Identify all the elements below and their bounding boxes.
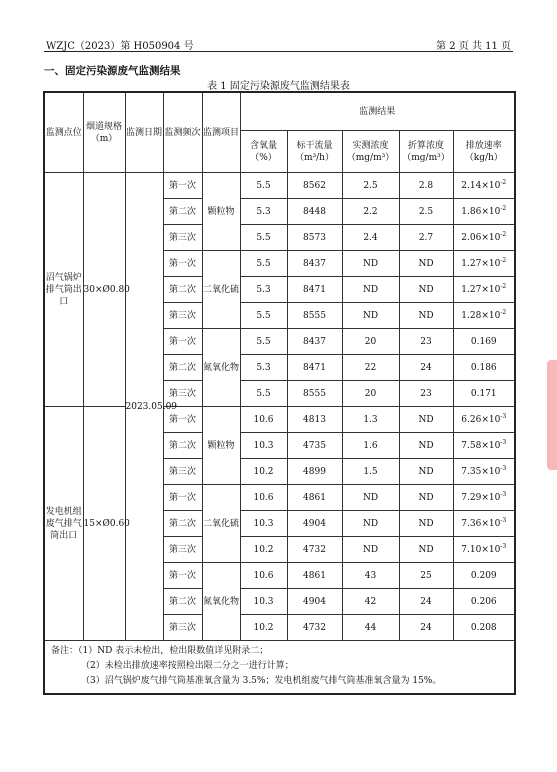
frequency-cell: 第二次 — [163, 433, 202, 459]
flow-cell: 8448 — [287, 199, 342, 225]
oxygen-cell: 5.5 — [240, 225, 287, 251]
converted-cell: 24 — [399, 355, 453, 381]
monitoring-point: 发电机组废气排气筒出口 — [44, 407, 83, 641]
pollutant-item: 氮氧化物 — [202, 329, 240, 407]
rate-cell — [453, 173, 515, 199]
rate-cell — [453, 459, 515, 485]
measured-cell: ND — [342, 277, 399, 303]
frequency-cell: 第一次 — [163, 563, 202, 589]
flow-cell: 4735 — [287, 433, 342, 459]
frequency-cell: 第三次 — [163, 537, 202, 563]
pollutant-item: 二氧化硫 — [202, 251, 240, 329]
header-flow: 标干流量（m³/h） — [287, 131, 342, 173]
header-flue: 烟道规格（m） — [83, 92, 125, 173]
measured-cell: 1.6 — [342, 433, 399, 459]
flow-cell: 4904 — [287, 511, 342, 537]
rate-cell — [453, 355, 515, 381]
frequency-cell: 第一次 — [163, 173, 202, 199]
measured-cell: 42 — [342, 589, 399, 615]
monitoring-results-table — [43, 91, 516, 695]
measured-cell: 1.5 — [342, 459, 399, 485]
header-results: 监测结果 — [240, 92, 515, 131]
measured-cell: ND — [342, 303, 399, 329]
rate-mantissa: 7.35 — [461, 466, 482, 477]
frequency-cell: 第二次 — [163, 589, 202, 615]
remark-line: （2）未检出排放速率按照检出限二分之一进行计算； — [81, 661, 294, 671]
header-frequency: 监测频次 — [163, 92, 202, 173]
frequency-cell: 第三次 — [163, 303, 202, 329]
rate-mantissa: 0.171 — [470, 388, 497, 399]
rate-times-ten: ×10 — [481, 440, 501, 451]
section-title: 一、固定污染源废气监测结果 — [44, 65, 181, 77]
oxygen-cell: 5.5 — [240, 303, 287, 329]
frequency-cell: 第二次 — [163, 277, 202, 303]
converted-cell: ND — [399, 433, 453, 459]
measured-cell: 1.3 — [342, 407, 399, 433]
flow-cell: 8555 — [287, 381, 342, 407]
measured-cell: ND — [342, 485, 399, 511]
converted-cell: ND — [399, 407, 453, 433]
flow-cell: 8437 — [287, 329, 342, 355]
oxygen-cell: 5.3 — [240, 277, 287, 303]
flow-cell: 4904 — [287, 589, 342, 615]
page-indicator: 第 2 页 共 11 页 — [436, 41, 511, 52]
rate-mantissa: 0.169 — [470, 336, 497, 347]
rate-mantissa: 0.206 — [470, 596, 497, 607]
oxygen-cell: 5.5 — [240, 381, 287, 407]
converted-cell: 25 — [399, 563, 453, 589]
oxygen-cell: 5.3 — [240, 199, 287, 225]
flow-cell: 4732 — [287, 537, 342, 563]
converted-cell: ND — [399, 537, 453, 563]
page-header — [46, 37, 511, 51]
rate-cell — [453, 225, 515, 251]
flow-cell: 8471 — [287, 355, 342, 381]
rate-exponent: -2 — [500, 256, 507, 264]
frequency-cell: 第三次 — [163, 615, 202, 641]
converted-cell: 2.5 — [399, 199, 453, 225]
oxygen-cell: 10.6 — [240, 407, 287, 433]
rate-mantissa: 2.06 — [461, 232, 482, 243]
oxygen-cell: 10.6 — [240, 563, 287, 589]
frequency-cell: 第三次 — [163, 381, 202, 407]
rate-exponent: -3 — [500, 542, 507, 550]
table-row — [44, 173, 515, 199]
rate-mantissa: 2.14 — [461, 180, 482, 191]
oxygen-cell: 5.5 — [240, 329, 287, 355]
rate-mantissa: 7.10 — [461, 544, 482, 555]
remarks-label: 备注： — [51, 646, 79, 656]
converted-cell: 23 — [399, 381, 453, 407]
oxygen-cell: 5.3 — [240, 355, 287, 381]
remark-line: （3）沼气锅炉废气排气筒基准氧含量为 3.5%；发电机组废气排气筒基准氧含量为 15%。 — [81, 676, 442, 686]
flow-cell: 8437 — [287, 251, 342, 277]
pollutant-item: 氮氧化物 — [202, 563, 240, 641]
flow-cell: 4899 — [287, 459, 342, 485]
flow-cell: 8573 — [287, 225, 342, 251]
rate-times-ten: ×10 — [481, 492, 501, 503]
rate-mantissa: 0.186 — [470, 362, 497, 373]
remark-line: （1）ND 表示未检出，检出限数值详见附录二； — [78, 646, 269, 656]
measured-cell: 44 — [342, 615, 399, 641]
measured-cell: ND — [342, 251, 399, 277]
rate-cell — [453, 563, 515, 589]
converted-cell: ND — [399, 277, 453, 303]
measured-cell: 2.2 — [342, 199, 399, 225]
measured-cell: 2.4 — [342, 225, 399, 251]
frequency-cell: 第一次 — [163, 485, 202, 511]
frequency-cell: 第一次 — [163, 329, 202, 355]
measured-cell: ND — [342, 537, 399, 563]
converted-cell: 23 — [399, 329, 453, 355]
frequency-cell: 第一次 — [163, 407, 202, 433]
flow-cell: 8471 — [287, 277, 342, 303]
header-oxygen: 含氧量（%） — [240, 131, 287, 173]
oxygen-cell: 5.5 — [240, 251, 287, 277]
rate-exponent: -3 — [500, 464, 507, 472]
frequency-cell: 第三次 — [163, 225, 202, 251]
rate-exponent: -2 — [500, 204, 507, 212]
frequency-cell: 第三次 — [163, 459, 202, 485]
report-number: WZJC（2023）第 H050904 号 — [46, 41, 194, 52]
header-converted: 折算浓度（mg/m³） — [399, 131, 453, 173]
oxygen-cell: 10.2 — [240, 615, 287, 641]
rate-times-ten: ×10 — [481, 206, 501, 217]
oxygen-cell: 10.2 — [240, 537, 287, 563]
frequency-cell: 第一次 — [163, 251, 202, 277]
converted-cell: ND — [399, 459, 453, 485]
rate-mantissa: 7.58 — [461, 440, 482, 451]
rate-cell — [453, 537, 515, 563]
rate-cell — [453, 303, 515, 329]
measured-cell: 20 — [342, 381, 399, 407]
flue-spec: 30×Ø0.80 — [83, 173, 125, 407]
frequency-cell: 第二次 — [163, 511, 202, 537]
rate-exponent: -3 — [500, 412, 507, 420]
rate-times-ten: ×10 — [481, 284, 501, 295]
rate-exponent: -3 — [500, 490, 507, 498]
oxygen-cell: 10.2 — [240, 459, 287, 485]
table-row — [44, 407, 515, 433]
remarks-cell — [44, 641, 515, 695]
pollutant-item: 颗粒物 — [202, 407, 240, 485]
measured-cell: 22 — [342, 355, 399, 381]
header-divider — [44, 51, 513, 52]
flow-cell: 4861 — [287, 563, 342, 589]
converted-cell: ND — [399, 485, 453, 511]
converted-cell: ND — [399, 251, 453, 277]
rate-mantissa: 1.27 — [461, 284, 482, 295]
flow-cell: 8555 — [287, 303, 342, 329]
rate-times-ten: ×10 — [481, 232, 501, 243]
rate-mantissa: 0.208 — [470, 622, 497, 633]
flow-cell: 4861 — [287, 485, 342, 511]
flow-cell: 4732 — [287, 615, 342, 641]
measured-cell: 20 — [342, 329, 399, 355]
oxygen-cell: 10.3 — [240, 433, 287, 459]
rate-mantissa: 7.29 — [461, 492, 482, 503]
rate-exponent: -2 — [500, 178, 507, 186]
measured-cell: 43 — [342, 563, 399, 589]
rate-times-ten: ×10 — [481, 258, 501, 269]
rate-cell — [453, 407, 515, 433]
converted-cell: ND — [399, 511, 453, 537]
rate-cell — [453, 589, 515, 615]
oxygen-cell: 10.3 — [240, 589, 287, 615]
rate-exponent: -2 — [500, 230, 507, 238]
rate-cell — [453, 251, 515, 277]
rate-times-ten: ×10 — [481, 414, 501, 425]
pollutant-item: 颗粒物 — [202, 173, 240, 251]
oxygen-cell: 5.5 — [240, 173, 287, 199]
rate-cell — [453, 381, 515, 407]
converted-cell: 2.8 — [399, 173, 453, 199]
flow-cell: 4813 — [287, 407, 342, 433]
rate-mantissa: 7.36 — [461, 518, 482, 529]
rate-exponent: -2 — [500, 282, 507, 290]
rate-times-ten: ×10 — [481, 544, 501, 555]
monitoring-point: 沼气锅炉排气筒出口 — [44, 173, 83, 407]
header-item: 监测项目 — [202, 92, 240, 173]
header-date: 监测日期 — [125, 92, 163, 173]
header-measured: 实测浓度（mg/m³） — [342, 131, 399, 173]
rate-times-ten: ×10 — [481, 310, 501, 321]
rate-cell — [453, 277, 515, 303]
rate-times-ten: ×10 — [481, 180, 501, 191]
converted-cell: 24 — [399, 615, 453, 641]
header-point: 监测点位 — [44, 92, 83, 173]
flow-cell: 8562 — [287, 173, 342, 199]
rate-mantissa: 1.28 — [461, 310, 482, 321]
converted-cell: 24 — [399, 589, 453, 615]
rate-times-ten: ×10 — [481, 518, 501, 529]
table-body — [44, 173, 515, 641]
rate-cell — [453, 199, 515, 225]
rate-mantissa: 1.27 — [461, 258, 482, 269]
rate-exponent: -3 — [500, 438, 507, 446]
rate-exponent: -2 — [500, 308, 507, 316]
rate-exponent: -3 — [500, 516, 507, 524]
monitoring-date: 2023.05.09 — [125, 173, 163, 641]
rate-mantissa: 6.26 — [461, 414, 482, 425]
rate-cell — [453, 485, 515, 511]
oxygen-cell: 10.6 — [240, 485, 287, 511]
converted-cell: ND — [399, 303, 453, 329]
measured-cell: 2.5 — [342, 173, 399, 199]
rate-times-ten: ×10 — [481, 466, 501, 477]
frequency-cell: 第二次 — [163, 199, 202, 225]
converted-cell: 2.7 — [399, 225, 453, 251]
rate-cell — [453, 329, 515, 355]
oxygen-cell: 10.3 — [240, 511, 287, 537]
rate-cell — [453, 511, 515, 537]
rate-mantissa: 1.86 — [461, 206, 482, 217]
table-caption: 表 1 固定污染源废气监测结果表 — [207, 81, 350, 92]
frequency-cell: 第二次 — [163, 355, 202, 381]
rate-cell — [453, 433, 515, 459]
measured-cell: ND — [342, 511, 399, 537]
rate-mantissa: 0.209 — [470, 570, 497, 581]
seal-stamp — [547, 360, 557, 470]
pollutant-item: 二氧化硫 — [202, 485, 240, 563]
header-rate: 排放速率（kg/h） — [453, 131, 515, 173]
rate-cell — [453, 615, 515, 641]
flue-spec: 15×Ø0.60 — [83, 407, 125, 641]
